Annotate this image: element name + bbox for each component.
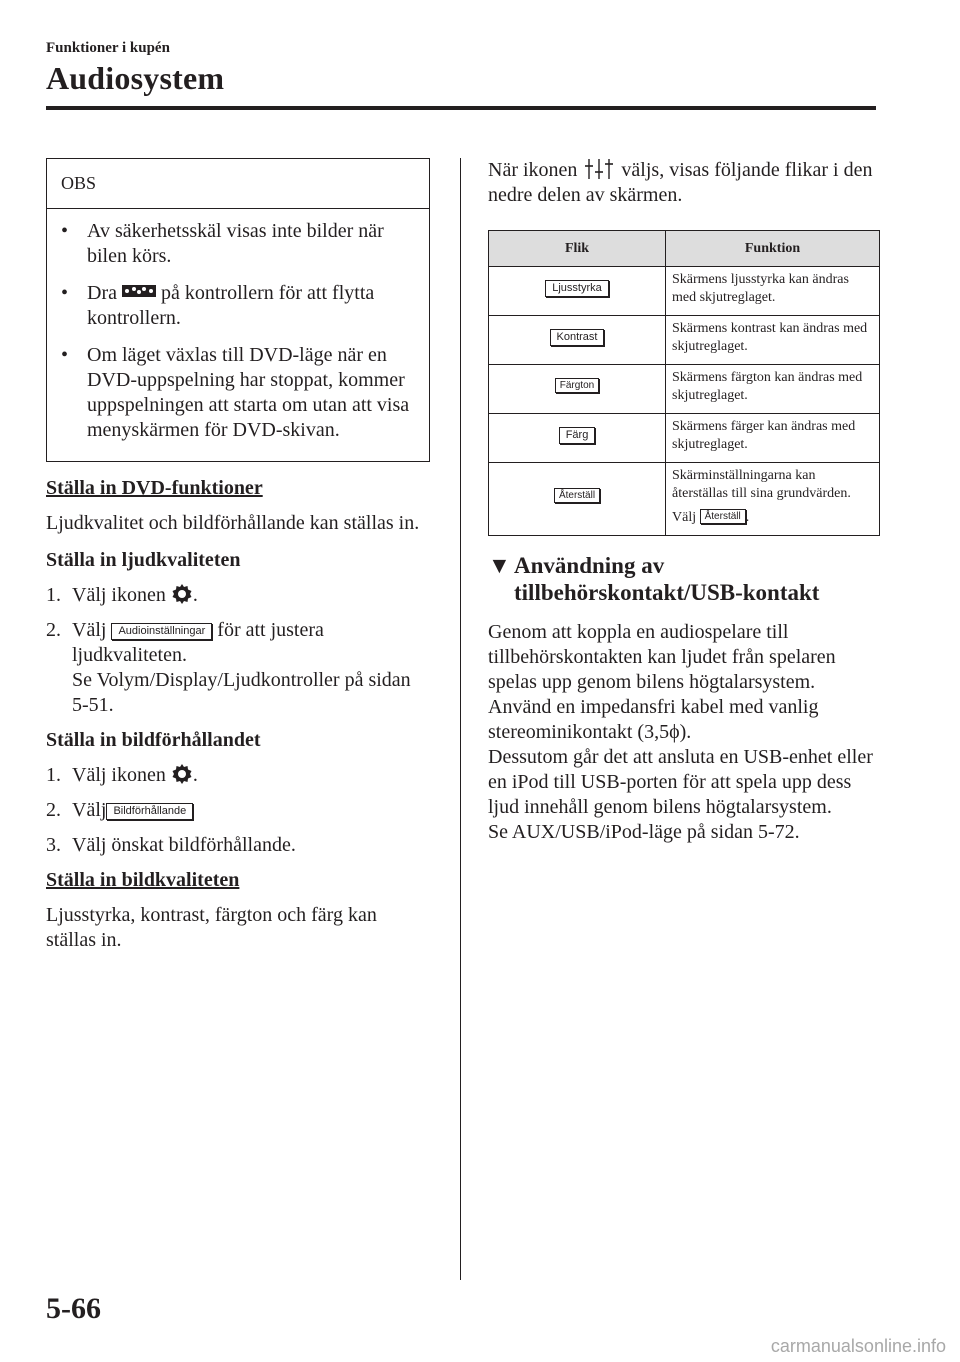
sound-heading: Ställa in ljudkvaliteten (46, 549, 241, 571)
table-header: Funktion (666, 231, 880, 267)
sound-step-2 (46, 618, 430, 718)
reset-tab[interactable]: Återställ (554, 488, 600, 503)
intro-text: När ikonen (488, 159, 578, 181)
brightness-tab[interactable]: Ljusstyrka (545, 280, 609, 297)
table-cell-tab (489, 267, 666, 316)
picture-text: Ljusstyrka, kontrast, färgton och färg kan ställas in. (46, 904, 377, 951)
bullet-icon: • (61, 344, 69, 366)
table-cell-tab (489, 414, 666, 463)
table-cell-desc (666, 463, 880, 536)
step-number: 1. (46, 584, 61, 606)
intro-text: väljs, visas följande flikar i den nedre delen av skärmen. (488, 159, 873, 206)
aux-paragraph (488, 620, 878, 845)
step-end: . (192, 584, 198, 606)
audio-settings-button[interactable]: Audioinställningar (111, 623, 212, 640)
table-cell-desc: Skärmens kontrast kan ändras med skjutreglaget. (666, 316, 880, 365)
aux-heading (488, 552, 878, 606)
table-cell-desc: Skärmens färgton kan ändras med skjutreglaget. (666, 365, 880, 414)
dots-icon (122, 285, 156, 297)
dvd-intro: Ljudkvalitet och bildförhållande kan ställas in. (46, 512, 420, 534)
reset-pre: Välj (672, 510, 697, 525)
dvd-heading: Ställa in DVD-funktioner (46, 477, 263, 499)
picture-heading: Ställa in bildkvaliteten (46, 869, 240, 891)
table-row (489, 414, 880, 463)
obs-item-text: Av säkerhetsskäl visas inte bilder när bilen körs. (87, 220, 384, 267)
aux-p3: Dessutom går det att ansluta en USB-enhet eller en iPod till USB-porten för att spela upp dess ljud innehåll genom bilens högtalarsystem. (488, 746, 873, 818)
settings-gear-icon[interactable] (171, 583, 193, 605)
obs-item-pre: Dra (87, 282, 117, 304)
triangle-marker-icon: ▼ (488, 553, 511, 578)
step-text: Välj önskat bildförhållande. (72, 834, 296, 856)
aspect-heading: Ställa in bildförhållandet (46, 729, 261, 751)
bullet-icon: • (61, 282, 69, 304)
left-column (46, 158, 430, 965)
reset-end: . (745, 510, 750, 525)
settings-gear-icon[interactable] (171, 763, 193, 785)
table-cell-tab (489, 463, 666, 536)
color-tab[interactable]: Färg (559, 427, 596, 444)
aspect-step-1 (46, 763, 430, 788)
step-text: Välj (72, 619, 107, 641)
column-divider (460, 158, 461, 1280)
step-number: 3. (46, 834, 61, 856)
obs-heading: OBS (47, 159, 429, 209)
table-cell-desc: Skärmens färger kan ändras med skjutreglaget. (666, 414, 880, 463)
obs-item-text: Om läget växlas till DVD-läge när en DVD-uppspelning har stoppat, kommer uppspelningen att starta om utan att visa menyskärmen för DVD-skivan. (87, 344, 410, 441)
step-end: . (192, 764, 198, 786)
step-text: för att justera ljudkvaliteten. (72, 619, 324, 666)
table-row (489, 365, 880, 414)
obs-box (46, 158, 430, 462)
reset-button[interactable]: Återställ (700, 509, 746, 524)
right-intro (488, 158, 878, 208)
table-cell-tab (489, 316, 666, 365)
obs-item (61, 219, 415, 269)
tab-table (488, 230, 880, 536)
step-text: Välj (72, 799, 107, 821)
sound-step-1 (46, 583, 430, 608)
step-text: Välj ikonen (72, 764, 166, 786)
table-cell-desc: Skärmens ljusstyrka kan ändras med skjutreglaget. (666, 267, 880, 316)
table-row (489, 316, 880, 365)
step-text: Välj ikonen (72, 584, 166, 606)
page-number: 5-66 (46, 1292, 101, 1325)
table-row (489, 267, 880, 316)
contrast-tab[interactable]: Kontrast (550, 329, 605, 346)
aspect-ratio-button[interactable]: Bildförhållande (106, 803, 193, 820)
aspect-step-3 (46, 833, 430, 858)
obs-list (47, 209, 429, 461)
aspect-step-2 (46, 798, 430, 823)
aux-p2: Använd en impedansfri kabel med vanlig stereominikontakt (3,5ϕ). (488, 696, 819, 743)
reset-instruction (672, 509, 873, 527)
step-reference: Se Volym/Display/Ljudkontroller på sidan 5-51. (72, 669, 411, 716)
page-title: Audiosystem (46, 60, 225, 96)
watermark-url: carmanualsonline.info (770, 1336, 946, 1356)
obs-item-post: på kontrollern för att flytta kontrollern. (87, 282, 375, 329)
obs-item (61, 281, 415, 331)
reset-desc: Skärminställningarna kan återställas till sina grundvärden. (672, 468, 851, 501)
table-header-row (489, 231, 880, 267)
step-number: 2. (46, 619, 61, 641)
table-row (489, 463, 880, 536)
tint-tab[interactable]: Färgton (555, 378, 599, 393)
equalizer-icon[interactable] (582, 158, 616, 180)
table-cell-tab (489, 365, 666, 414)
step-number: 1. (46, 764, 61, 786)
step-number: 2. (46, 799, 61, 821)
right-column (488, 158, 878, 845)
aux-p1: Genom att koppla en audiospelare till tillbehörskontakten kan ljudet från spelaren spelas upp genom bilens högtalarsystem. (488, 621, 836, 693)
aux-heading-text: Användning av tillbehörskontakt/USB-kontakt (514, 553, 820, 605)
aux-p4: Se AUX/USB/iPod-läge på sidan 5-72. (488, 821, 800, 843)
table-header: Flik (489, 231, 666, 267)
obs-item (61, 343, 415, 443)
header-rule (46, 106, 876, 110)
bullet-icon: • (61, 220, 69, 242)
section-label: Funktioner i kupén (46, 40, 170, 56)
